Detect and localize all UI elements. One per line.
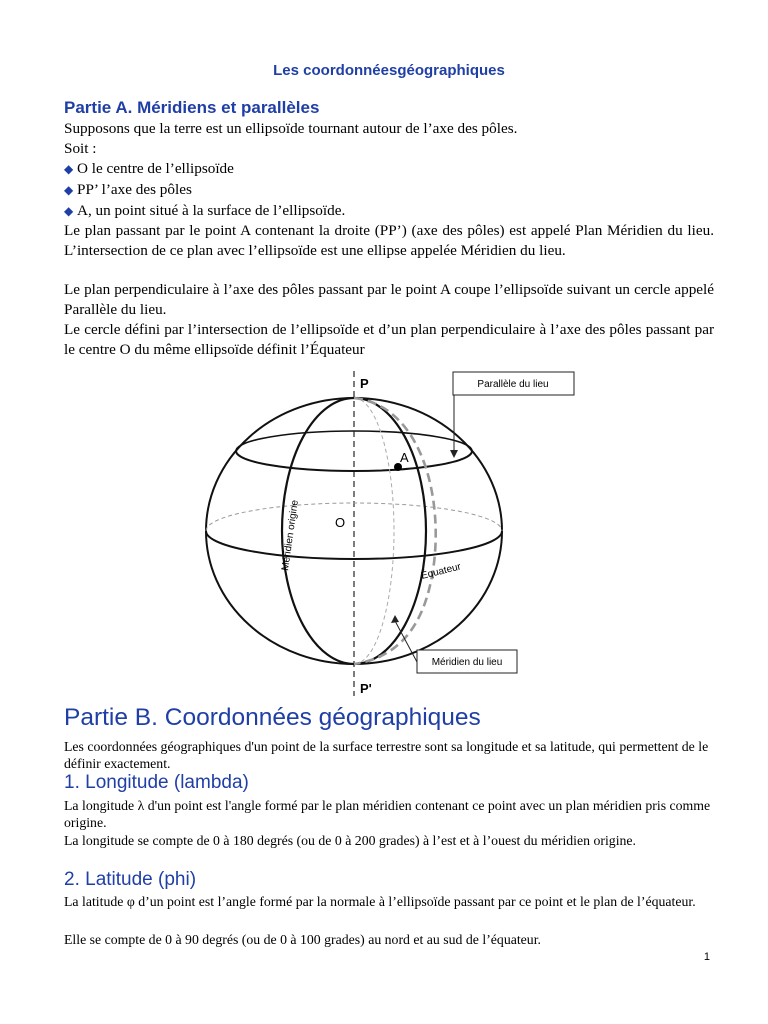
longitude-paragraph-1: La longitude λ d'un point est l'angle formé par le plan méridien contenant ce point avec un plan méridien pris comme origine.: [64, 798, 711, 830]
meridian-callout-arrow: [391, 615, 399, 623]
prime-meridian-label: Méridien origine: [280, 499, 301, 572]
page-title: Les coordonnéesgéographiques: [273, 62, 505, 79]
bullet-item: ◆ A, un point situé à la surface de l’ellipsoïde.: [64, 202, 346, 219]
diamond-bullet-icon: ◆: [64, 183, 74, 197]
parallel-callout-arrow: [450, 450, 458, 458]
section-heading-part-a: Partie A. Méridiens et parallèles: [64, 98, 320, 117]
intro-paragraph: Supposons que la terre est un ellipsoïde tournant autour de l’axe des pôles.: [64, 120, 518, 137]
parallel-label: Parallèle du lieu: [477, 379, 549, 390]
section-heading-part-b: Partie B. Coordonnées géographiques: [64, 704, 481, 731]
meridian-paragraph: Le plan passant par le point A contenant la droite (PP’) (axe des pôles) est appelé Plan Méridien du lieu. L’intersection de ce plan avec l’ellipsoïde est une ellipse appelée Méridien du lieu.: [64, 222, 714, 259]
latitude-paragraph-2: Elle se compte de 0 à 90 degrés (ou de 0 à 100 grades) au nord et au sud de l’équateur.: [64, 932, 541, 947]
ellipsoid-diagram: [200, 366, 580, 698]
bullet-item: ◆ O le centre de l’ellipsoïde: [64, 160, 234, 177]
latitude-heading: 2. Latitude (phi): [64, 869, 197, 890]
page-number: 1: [703, 951, 710, 963]
part-b-intro: Les coordonnées géographiques d'un point de la surface terrestre sont sa longitude et sa latitude, qui permettent de le définir exactement.: [64, 739, 709, 771]
soit-line: Soit :: [64, 140, 97, 157]
pole-south-label: P': [360, 681, 372, 696]
longitude-paragraph-2: La longitude se compte de 0 à 180 degrés (ou de 0 à 200 grades) à l’est et à l’ouest du méridien origine.: [64, 833, 637, 848]
point-a-label: A: [400, 450, 409, 465]
meridian-local-label: Méridien du lieu: [431, 657, 503, 668]
latitude-paragraph-1: La latitude φ d’un point est l’angle formé par la normale à l’ellipsoïde passant par ce point et le plan de l’équateur.: [64, 894, 696, 909]
parallel-paragraph: Le plan perpendiculaire à l’axe des pôles passant par le point A coupe l’ellipsoïde suivant un cercle appelé Parallèle du lieu.: [64, 281, 714, 318]
longitude-heading: 1. Longitude (lambda): [64, 772, 249, 793]
pole-north-label: P: [360, 376, 369, 391]
local-meridian: [354, 398, 436, 664]
center-o-label: O: [335, 515, 346, 530]
equator-label: Équateur: [420, 561, 463, 582]
diamond-bullet-icon: ◆: [64, 162, 74, 176]
equator-paragraph: Le cercle défini par l’intersection de l’ellipsoïde et d’un plan perpendiculaire à l’axe des pôles passant par le centre O du même ellipsoïde définit l’Équateur: [64, 321, 714, 358]
back-meridian: [354, 398, 394, 664]
diamond-bullet-icon: ◆: [64, 204, 74, 218]
bullet-item: ◆ PP’ l’axe des pôles: [64, 181, 192, 198]
